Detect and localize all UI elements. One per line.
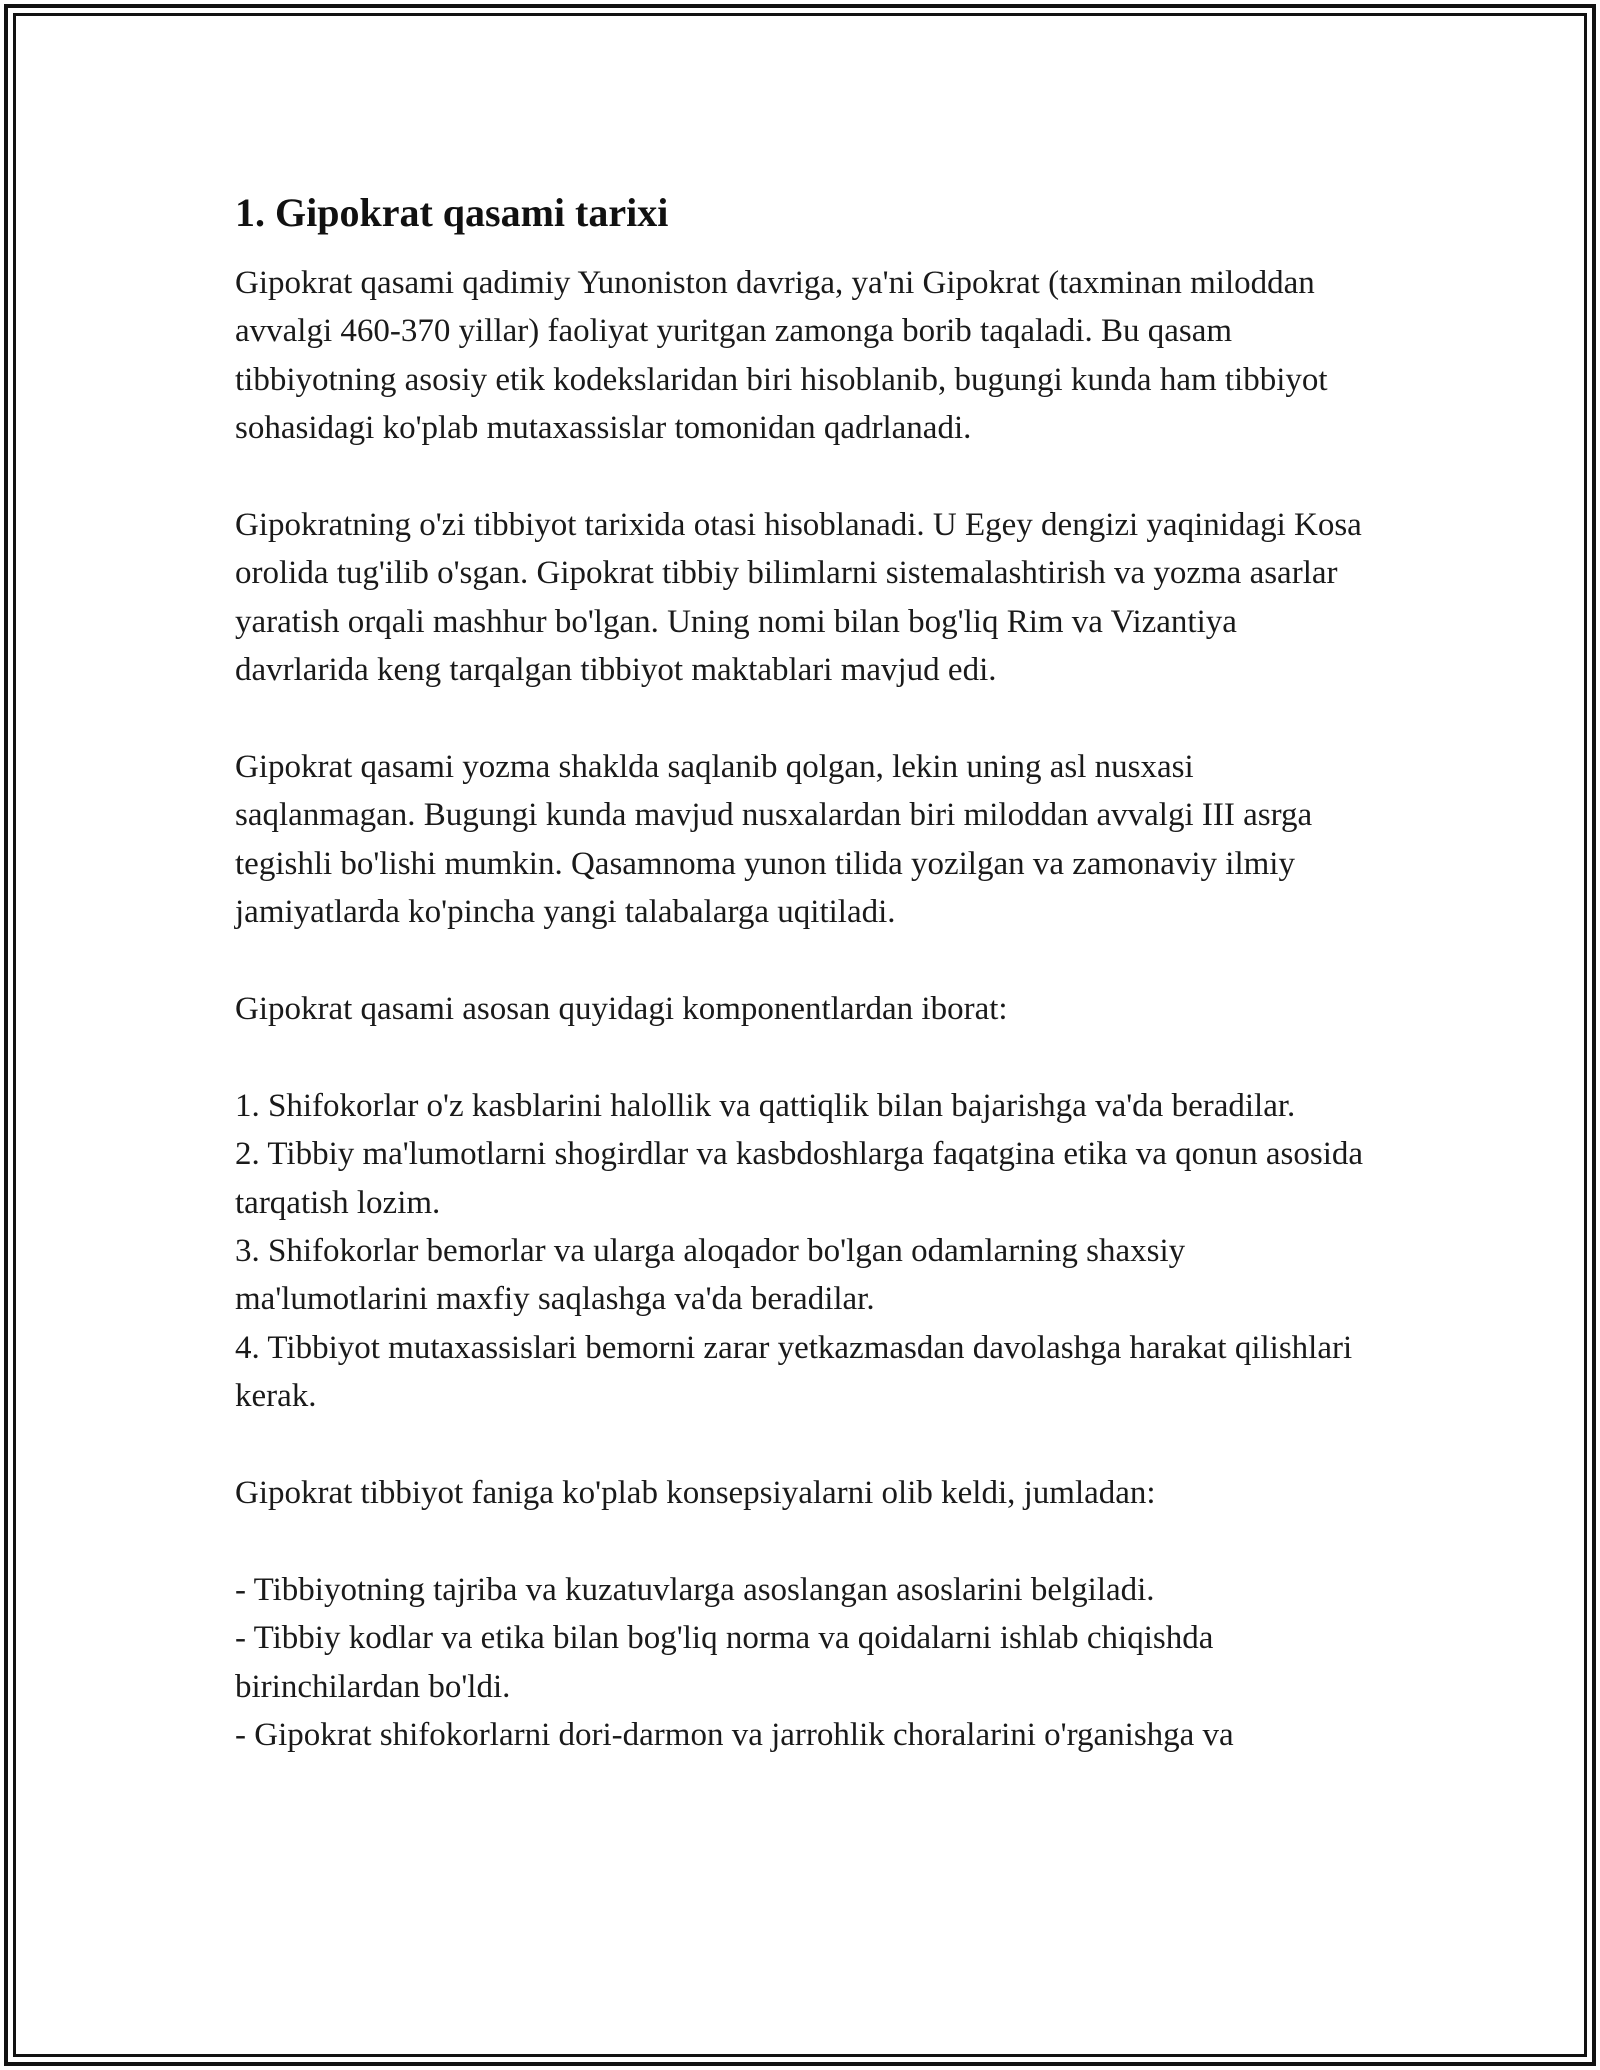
list-item: 1. Shifokorlar o'z kasblarini halollik va qattiqlik bilan bajarishga va'da beradilar. xyxy=(235,1087,1296,1124)
list-item: - Gipokrat shifokorlarni dori-darmon va jarrohlik choralarini o'rganishga va xyxy=(235,1717,1234,1754)
paragraph-history: Gipokrat qasami qadimiy Yunoniston davriga, ya'ni Gipokrat (taxminan miloddan avvalgi 460-370 yillar) faoliyat yuritgan zamonga borib taqaladi. Bu qasam tibbiyotning asosiy etik kodekslaridan biri hisoblanib, bugungi kunda ham tibbiyot sohasidagi ko'plab mutaxassislar tomonidan qadrlanadi. xyxy=(235,265,1328,447)
list-item: - Tibbiyotning tajriba va kuzatuvlarga asoslangan asoslarini belgiladi. xyxy=(235,1571,1155,1608)
paragraph-hippocrates-biography: Gipokratning o'zi tibbiyot tarixida otasi hisoblanadi. U Egey dengizi yaqinidagi Kosa orolida tug'ilib o'sgan. Gipokrat tibbiy bilimlarni sistemalashtirish va yozma asarlar yaratish orqali mashhur bo'lgan. Uning nomi bilan bog'liq Rim va Vizantiya davrlarida keng tarqalgan tibbiyot maktablari mavjud edi. xyxy=(235,507,1362,689)
list-item: - Tibbiy kodlar va etika bilan bog'liq norma va qoidalarni ishlab chiqishda birinchilardan bo'ldi. xyxy=(235,1620,1214,1705)
paragraph-components-intro: Gipokrat qasami asosan quyidagi komponentlardan iborat: xyxy=(235,991,1008,1028)
paragraph-oath-manuscript: Gipokrat qasami yozma shaklda saqlanib qolgan, lekin uning asl nusxasi saqlanmagan. Bugungi kunda mavjud nusxalardan biri miloddan avvalgi III asrga tegishli bo'lishi mumkin. Qasamnoma yunon tilida yozilgan va zamonaviy ilmiy jamiyatlarda ko'pincha yangi talabalarga uqitiladi. xyxy=(235,749,1313,931)
list-item: 4. Tibbiyot mutaxassislari bemorni zarar yetkazmasdan davolashga harakat qilishlari kerak. xyxy=(235,1329,1353,1415)
document-page xyxy=(235,187,1365,1760)
section-heading: 1. Gipokrat qasami tarixi xyxy=(235,190,669,235)
bullet-list xyxy=(235,1566,1365,1760)
list-item: 3. Shifokorlar bemorlar va ularga aloqador bo'lgan odamlarning shaxsiy ma'lumotlarini maxfiy saqlashga va'da beradilar. xyxy=(235,1233,1186,1318)
numbered-list xyxy=(235,1082,1365,1421)
list-item: 2. Tibbiy ma'lumotlarni shogirdlar va kasbdoshlarga faqatgina etika va qonun asosida tarqatish lozim. xyxy=(235,1136,1364,1221)
paragraph-concepts-intro: Gipokrat tibbiyot faniga ko'plab konsepsiyalarni olib keldi, jumladan: xyxy=(235,1475,1156,1512)
